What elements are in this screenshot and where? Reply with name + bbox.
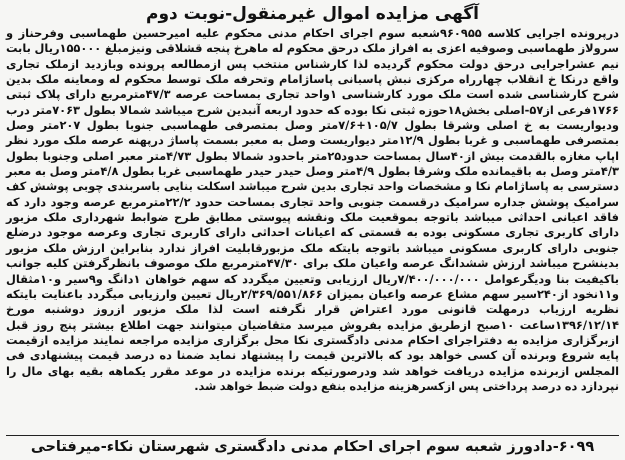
notice-footer-signature: ۶۰۹۹-دادورز شعبه سوم اجرای احکام مدنی دادگستری شهرستان نکاء-میرفتاحی [6,435,619,457]
notice-body: درپرونده اجرایی کلاسه ۹۶۰۹۵۵شعبه سوم اجرای احکام مدنی محکوم علیه امیرحسین طهماسبی وفرحناز و سرولاز طهماسبی وصوفیه اعزی به افراز ملک درحق محکوم له ماهرخ پنجه قشلاقی ونیزمبلغ ۱۵۵۰۰۰ریال بابت نیم عشراجرایی درحق دولت محکوم گردیده لذا کارشناس منتخب پس ازمطالعه پرونده وبازدید ازملک تجاری واقع درنکا خ انقلاب چهارراه مرکزی نبش پاسبانی پاساژامام وتحرفه ملک توسط محکوم له ومعاینه ملک بدین شرح کارشناسی شده است ملک مورد کارشناسی ۱واحد تجاری بمساحت عرصه ۴۷/۳مترمربع دارای پلاک ثبتی ۱۷۶۶فرعی از۵۷-اصلی بخش۱۸حوزه ثبتی نکا بوده که حدود اربعه آنبدین شرح میباشد شمالا بطول ۷۰۶۳متر درب ودیواریست به خ اصلی وشرقا بطول ۱۰۵/۷+۷/۶متر وصل بمتصرفی طهماسبی جنوبا بطول ۲۰۷متر وصل بمتصرفی طهماسبی و غربا بطول ۱۲/۹متر دیواریست وصل به معبر بسمت پاساژ درپهنه عرصه ملک مورد نظر اپاپ مغازه بالقدمت بیش از۴۰سال بمساحت حدود۲۵متر باحدود شمالا بطول ۴/۷۳متر معبر اصلی وجنوبا بطول ۴/۳متر وصل به باقیمانده ملک وشرقا بطول ۴/۹متر وصل حیدر حیدر طهماسبی غربا بطول ۴/۸متر وصل به معبر دسترسی به پاساژامام نکا و مشخصات واحد تجاری بدین شرح میباشد اسکلت بنایی باسربندی چوبی پوشش کف سرامیک پوشش جداره سرامیک درقسمت جنوبی واحد تجاری بمساحت حدود ۲۲/۲مترمربع عرصه وجود دارد که فاقد اعیانی احداثی میباشد باتوجه بموقعیت ملک ونقشه پیوستی مطابق طرح ضوابط شهرداری ملک مزبور دارای کاربری تجاری مسکونی بوده به قسمتی که اعیانات احداثی دارای کاربری تجاری وعرصه موجود درضلع جنوبی دارای کاربری مسکونی میباشد باتوجه بایتکه ملک مزبورقابلیت افراز ندارد بنابراین ارزش ملک مزبور بدینشرح میباشد ارزش ششدانگ عرصه واعیان ملک برای ۴۷/۳۰مترمربع ملک موصوف بانظرگرفتن کلیه جوانب باکیفیت بنا ودیگرعوامل ۷/۴۰۰/۰۰۰/۰۰۰ریال ارزیابی وتعیین میگردد که سهم خواهان ۱دانگ و۹سیر و۱۰مثقال و۱۱نخود از۲۴۰سیر سهم مشاع عرصه واعیان بمیزان ۲/۳۶۹/۵۵۱/۸۶۶ریال تعیین وارزیابی میگردد باعنایت بایتکه نظریه ارزیاب درمهلت قانونی مورد اعتراض قرار نگرفته است لذا ملک مزبور ازروز دوشنبه مورخ ۱۳۹۶/۱۲/۱۴ساعت ۱۰صبح ازطریق مزایده بفروش میرسد متقاضیان میتوانند جهت اطلاع بیشتر پنج روز قبل ازبرگزاری مزایده به دفتراجرای احکام مدنی دادگستری نکا محل برگزاری مزایده مراجعه نمایند مزایده ازقیمت پایه شروع وبرنده آن کسی خواهد بود که بالاترین قیمت را پیشنهاد نماید ضمنا ده درصد قیمت پیشنهادی فی المجلس ازبرنده مزایده دریافت خواهد شد ودرصورتیکه برنده مزایده در موعد مقرر یکماهه بقیه بهای مال را نپردازد ده درصد پرداختی پس ازکسرهزینه مزایده بنفع دولت ضبط خواهد شد. [6,26,620,393]
notice-title: آگهی مزایده اموال غیرمنقول-نوبت دوم [145,4,480,24]
